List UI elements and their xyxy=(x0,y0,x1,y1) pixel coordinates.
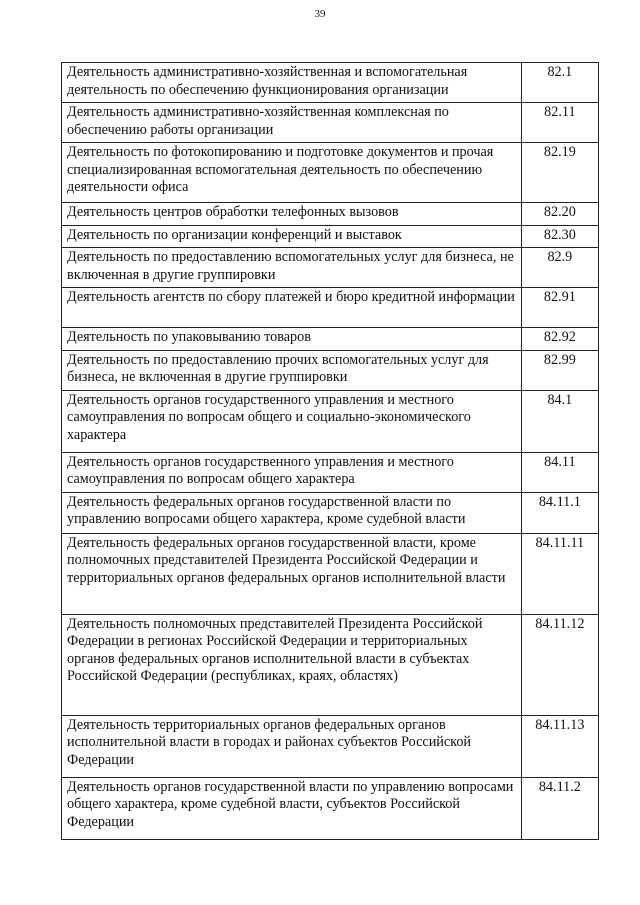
activity-code: 82.1 xyxy=(521,63,598,103)
table-row xyxy=(62,203,599,226)
table-row xyxy=(62,350,599,390)
table-row xyxy=(62,715,599,777)
table-row xyxy=(62,614,599,715)
table-row xyxy=(62,777,599,839)
activity-code: 84.11.2 xyxy=(521,777,598,839)
table-row xyxy=(62,492,599,533)
table-row xyxy=(62,143,599,203)
activity-description: Деятельность по предоставлению вспомогательных услуг для бизнеса, не включенная в другие группировки xyxy=(62,248,522,288)
activity-description: Деятельность агентств по сбору платежей и бюро кредитной информации xyxy=(62,288,522,328)
table-row xyxy=(62,225,599,248)
activity-description: Деятельность органов государственной власти по управлению вопросами общего характера, кроме судебной власти, субъектов Российской Федерации xyxy=(62,777,522,839)
activity-code: 82.20 xyxy=(521,203,598,226)
activity-description: Деятельность органов государственного управления и местного самоуправления по вопросам общего характера xyxy=(62,452,522,492)
activity-code: 84.11.1 xyxy=(521,492,598,533)
table-row xyxy=(62,288,599,328)
activity-code: 82.91 xyxy=(521,288,598,328)
activity-description: Деятельность по организации конференций и выставок xyxy=(62,225,522,248)
activity-code: 82.19 xyxy=(521,143,598,203)
activity-description: Деятельность полномочных представителей Президента Российской Федерации в регионах Российской Федерации и территориальных органов федеральных органов исполнительной власти в субъектах Российской Федерации (республиках, краях, областях) xyxy=(62,614,522,715)
table-row xyxy=(62,103,599,143)
table-body xyxy=(62,63,599,840)
activity-code: 82.99 xyxy=(521,350,598,390)
activity-code: 82.30 xyxy=(521,225,598,248)
activity-description: Деятельность по фотокопированию и подготовке документов и прочая специализированная вспомогательная деятельность по обеспечению деятельности офиса xyxy=(62,143,522,203)
activity-description: Деятельность центров обработки телефонных вызовов xyxy=(62,203,522,226)
table-row xyxy=(62,533,599,614)
page-number: 39 xyxy=(314,8,326,20)
table-row xyxy=(62,248,599,288)
activity-description: Деятельность административно-хозяйственная и вспомогательная деятельность по обеспечению функционирования организации xyxy=(62,63,522,103)
activity-code: 84.11.12 xyxy=(521,614,598,715)
table-row xyxy=(62,328,599,351)
activity-code: 84.11.11 xyxy=(521,533,598,614)
table-row xyxy=(62,390,599,452)
table-row xyxy=(62,452,599,492)
activity-description: Деятельность административно-хозяйственная комплексная по обеспечению работы организации xyxy=(62,103,522,143)
table-row xyxy=(62,63,599,103)
activity-code: 84.11.13 xyxy=(521,715,598,777)
activity-code: 84.11 xyxy=(521,452,598,492)
activity-code: 82.11 xyxy=(521,103,598,143)
activity-code: 82.9 xyxy=(521,248,598,288)
activity-description: Деятельность федеральных органов государственной власти, кроме полномочных представителей Президента Российской Федерации и территориальных органов федеральных органов исполнительной власти xyxy=(62,533,522,614)
activity-code: 82.92 xyxy=(521,328,598,351)
activity-description: Деятельность органов государственного управления и местного самоуправления по вопросам общего и социально-экономического характера xyxy=(62,390,522,452)
activity-description: Деятельность по предоставлению прочих вспомогательных услуг для бизнеса, не включенная в другие группировки xyxy=(62,350,522,390)
classification-table xyxy=(61,62,599,840)
activity-description: Деятельность по упаковыванию товаров xyxy=(62,328,522,351)
activity-code: 84.1 xyxy=(521,390,598,452)
activity-description: Деятельность территориальных органов федеральных органов исполнительной власти в городах и районах субъектов Российской Федерации xyxy=(62,715,522,777)
activity-description: Деятельность федеральных органов государственной власти по управлению вопросами общего характера, кроме судебной власти xyxy=(62,492,522,533)
